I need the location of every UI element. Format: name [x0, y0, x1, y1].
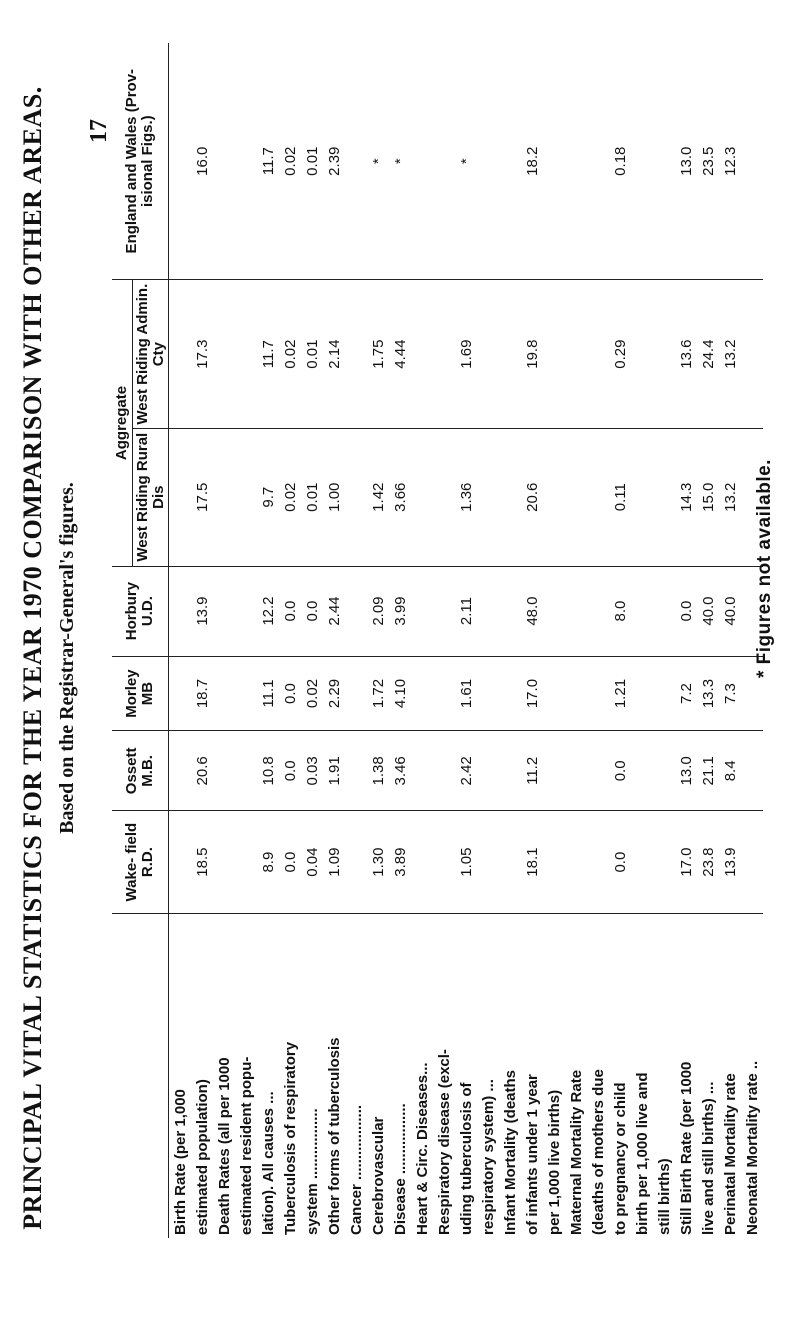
header-row-top	[112, 43, 132, 1238]
table-row	[521, 43, 543, 1238]
table-cell: 17.3	[191, 280, 213, 429]
table-cell: 18.2	[521, 43, 543, 280]
table-cell: 0.0	[279, 811, 301, 914]
table-row	[631, 43, 653, 1238]
row-label: system .................	[303, 1108, 321, 1235]
table-cell	[653, 731, 675, 811]
table-cell: 15.0	[697, 428, 719, 566]
table-row	[455, 43, 477, 1238]
table-cell: *	[367, 43, 389, 280]
table-cell: 48.0	[521, 566, 543, 656]
table-cell: 8.4	[719, 731, 741, 811]
table-cell	[631, 566, 653, 656]
table-cell	[653, 428, 675, 566]
table-row	[411, 43, 433, 1238]
table-cell	[543, 566, 565, 656]
table-row	[345, 43, 367, 1238]
table-cell: 1.61	[455, 656, 477, 731]
col-header-horbury: Horbury U.D.	[112, 566, 169, 656]
table-cell	[213, 566, 235, 656]
table-row	[169, 43, 192, 1238]
table-cell	[433, 280, 455, 429]
page-number: 17	[86, 119, 112, 143]
table-cell	[411, 656, 433, 731]
table-cell: 2.42	[455, 731, 477, 811]
table-cell	[741, 43, 763, 280]
table-cell: 1.09	[323, 811, 345, 914]
table-cell: 16.0	[191, 43, 213, 280]
table-cell: 11.7	[257, 280, 279, 429]
table-row	[433, 43, 455, 1238]
table-cell	[653, 566, 675, 656]
table-cell	[587, 566, 609, 656]
table-cell	[631, 656, 653, 731]
table-cell	[213, 811, 235, 914]
table-cell	[345, 566, 367, 656]
table-cell: 3.66	[389, 428, 411, 566]
table-cell: 0.04	[301, 811, 323, 914]
table-cell: 13.6	[675, 280, 697, 429]
table-cell	[169, 566, 192, 656]
table-cell	[565, 731, 587, 811]
table-cell	[587, 428, 609, 566]
table-cell	[477, 428, 499, 566]
table-cell	[433, 656, 455, 731]
table-cell: 4.44	[389, 280, 411, 429]
row-label: respiratory system) ...	[479, 1079, 497, 1235]
table-cell: 0.11	[609, 428, 631, 566]
row-label: Heart & Circ. Diseases...	[413, 1062, 431, 1235]
table-cell: 8.9	[257, 811, 279, 914]
table-row	[213, 43, 235, 1238]
table-cell	[499, 731, 521, 811]
table-cell	[499, 43, 521, 280]
row-label: (deaths of mothers due	[589, 1069, 607, 1235]
table-row	[367, 43, 389, 1238]
table-cell: 1.42	[367, 428, 389, 566]
table-row	[477, 43, 499, 1238]
table-cell: 0.01	[301, 43, 323, 280]
table-cell	[345, 43, 367, 280]
table-cell	[499, 566, 521, 656]
table-cell: 18.7	[191, 656, 213, 731]
table-cell	[631, 43, 653, 280]
table-cell: 2.09	[367, 566, 389, 656]
table-cell: 3.46	[389, 731, 411, 811]
table-cell	[345, 731, 367, 811]
row-label: per 1,000 live births)	[545, 1089, 563, 1235]
table-cell	[169, 811, 192, 914]
table-cell: 21.1	[697, 731, 719, 811]
table-row	[499, 43, 521, 1238]
table-cell: 23.5	[697, 43, 719, 280]
row-label: of infants under 1 year	[523, 1074, 541, 1235]
col-header-morley: Morley MB	[112, 656, 169, 731]
table-cell	[565, 811, 587, 914]
table-cell	[499, 280, 521, 429]
table-cell	[213, 280, 235, 429]
table-cell	[565, 43, 587, 280]
table-cell: 0.02	[279, 43, 301, 280]
table-cell: 24.4	[697, 280, 719, 429]
table-cell: 0.03	[301, 731, 323, 811]
table-cell	[213, 428, 235, 566]
table-cell: 2.14	[323, 280, 345, 429]
table-cell	[411, 280, 433, 429]
table-cell	[543, 43, 565, 280]
table-cell	[653, 811, 675, 914]
table-cell: 0.01	[301, 428, 323, 566]
col-header-wr-rural: West Riding Rural Dis	[132, 428, 169, 566]
table-cell	[169, 428, 192, 566]
table-cell	[741, 731, 763, 811]
table-cell: 7.2	[675, 656, 697, 731]
table-cell: 13.0	[675, 43, 697, 280]
table-cell: 13.9	[191, 566, 213, 656]
table-cell	[235, 811, 257, 914]
vital-statistics-table	[112, 43, 763, 1238]
table-row	[675, 43, 697, 1238]
table-cell: 13.9	[719, 811, 741, 914]
table-cell: 0.0	[675, 566, 697, 656]
table-body	[169, 43, 764, 1238]
table-cell	[477, 566, 499, 656]
table-cell: 17.5	[191, 428, 213, 566]
table-row	[653, 43, 675, 1238]
table-cell: 0.18	[609, 43, 631, 280]
table-cell: 1.30	[367, 811, 389, 914]
table-cell: 0.0	[279, 566, 301, 656]
table-cell	[631, 811, 653, 914]
table-cell	[235, 43, 257, 280]
row-label: to pregnancy or child	[611, 1082, 629, 1235]
table-row	[697, 43, 719, 1238]
table-cell	[213, 656, 235, 731]
table-cell	[565, 656, 587, 731]
table-cell: 2.44	[323, 566, 345, 656]
table-cell: 0.0	[279, 731, 301, 811]
col-header-aggregate: Aggregate	[112, 280, 132, 566]
table-cell: 0.29	[609, 280, 631, 429]
table-cell	[345, 428, 367, 566]
table-row	[257, 43, 279, 1238]
table-row	[301, 43, 323, 1238]
table-row	[719, 43, 741, 1238]
row-label: still births)	[655, 1158, 673, 1235]
table-cell	[477, 656, 499, 731]
table-cell: 0.02	[279, 280, 301, 429]
row-label: lation). All causes ...	[259, 1091, 277, 1235]
table-cell: 13.2	[719, 280, 741, 429]
table-cell	[587, 280, 609, 429]
table-cell	[477, 43, 499, 280]
row-label: Cerebrovascular	[369, 1116, 387, 1235]
table-cell: 0.02	[301, 656, 323, 731]
table-cell	[631, 280, 653, 429]
table-cell	[345, 280, 367, 429]
table-cell: 13.2	[719, 428, 741, 566]
table-cell	[477, 280, 499, 429]
table-row	[609, 43, 631, 1238]
table-cell: *	[455, 43, 477, 280]
row-label: Disease .................	[391, 1103, 409, 1235]
table-cell: 1.72	[367, 656, 389, 731]
table-cell: 0.0	[609, 731, 631, 811]
table-cell: 2.11	[455, 566, 477, 656]
table-cell: 10.8	[257, 731, 279, 811]
row-label: estimated resident popu-	[237, 1056, 255, 1235]
table-cell	[543, 428, 565, 566]
row-label: Maternal Mortality Rate	[567, 1069, 585, 1235]
table-cell	[499, 811, 521, 914]
col-header-ossett: Ossett M.B.	[112, 731, 169, 811]
table-cell: 3.89	[389, 811, 411, 914]
table-cell	[477, 731, 499, 811]
table-cell	[235, 731, 257, 811]
table-cell: 2.39	[323, 43, 345, 280]
table-cell	[213, 731, 235, 811]
table-cell: 12.2	[257, 566, 279, 656]
table-cell: 1.00	[323, 428, 345, 566]
table-cell: 40.0	[719, 566, 741, 656]
table-cell: *	[389, 43, 411, 280]
table-cell	[543, 811, 565, 914]
table-cell: 19.8	[521, 280, 543, 429]
row-label: Other forms of tuberculosis	[325, 1037, 343, 1235]
table-cell	[653, 656, 675, 731]
table-cell	[433, 811, 455, 914]
table-cell	[411, 811, 433, 914]
page-subtitle: Based on the Registrar-General's figures.	[56, 482, 78, 834]
table-row	[543, 43, 565, 1238]
row-label: Tuberculosis of respiratory	[281, 1041, 299, 1235]
table-cell	[587, 656, 609, 731]
table-cell	[543, 280, 565, 429]
row-label: Death Rates (all per 1000	[215, 1057, 233, 1235]
row-label: estimated population)	[193, 1079, 211, 1235]
table-cell: 23.8	[697, 811, 719, 914]
table-row	[587, 43, 609, 1238]
table-row	[565, 43, 587, 1238]
page-title: PRINCIPAL VITAL STATISTICS FOR THE YEAR 1970 COMPARISON WITH OTHER AREAS.	[18, 86, 47, 1230]
table-cell: 0.0	[301, 566, 323, 656]
label-column-header	[112, 914, 169, 1239]
table-cell: 2.29	[323, 656, 345, 731]
table-cell: 0.02	[279, 428, 301, 566]
table-row	[389, 43, 411, 1238]
row-label: uding tuberculosis of	[457, 1082, 475, 1235]
table-cell: 18.5	[191, 811, 213, 914]
table-cell	[587, 811, 609, 914]
table-cell	[235, 656, 257, 731]
table-cell: 13.0	[675, 731, 697, 811]
table-cell: 9.7	[257, 428, 279, 566]
table-cell: 17.0	[675, 811, 697, 914]
table-row	[323, 43, 345, 1238]
table-cell: 1.36	[455, 428, 477, 566]
table-cell	[433, 43, 455, 280]
table-row	[191, 43, 213, 1238]
row-label: live and still births) ...	[699, 1081, 717, 1235]
row-label: Birth Rate (per 1,000	[171, 1089, 189, 1235]
table-cell	[411, 566, 433, 656]
table-cell	[499, 656, 521, 731]
table-cell	[433, 731, 455, 811]
row-label: Infant Mortality (deaths	[501, 1069, 519, 1235]
table-cell: 13.3	[697, 656, 719, 731]
table-cell: 0.0	[609, 811, 631, 914]
table-cell	[169, 731, 192, 811]
table-cell: 1.38	[367, 731, 389, 811]
table-cell: 17.0	[521, 656, 543, 731]
table-cell: 1.69	[455, 280, 477, 429]
table-cell: 20.6	[191, 731, 213, 811]
table-cell	[235, 428, 257, 566]
table-row	[235, 43, 257, 1238]
table-cell	[345, 656, 367, 731]
table-cell	[653, 280, 675, 429]
table-cell: 4.10	[389, 656, 411, 731]
table-cell	[433, 566, 455, 656]
table-cell	[169, 280, 192, 429]
table-cell	[213, 43, 235, 280]
table-cell	[587, 731, 609, 811]
row-label: Perinatal Mortality rate	[721, 1073, 739, 1235]
table-cell	[169, 656, 192, 731]
table-cell: 20.6	[521, 428, 543, 566]
table-row	[279, 43, 301, 1238]
table-cell	[235, 566, 257, 656]
table-cell: 7.3	[719, 656, 741, 731]
table-cell	[631, 731, 653, 811]
table-cell: 11.2	[521, 731, 543, 811]
table-cell	[565, 280, 587, 429]
table-cell: 11.1	[257, 656, 279, 731]
row-label: Cancer ..................	[347, 1104, 365, 1235]
table-cell	[741, 811, 763, 914]
row-label: Still Birth Rate (per 1000	[677, 1061, 695, 1235]
table-cell	[477, 811, 499, 914]
table-cell: 8.0	[609, 566, 631, 656]
table-cell: 40.0	[697, 566, 719, 656]
table-cell: 1.75	[367, 280, 389, 429]
table-cell	[565, 428, 587, 566]
table-cell: 1.21	[609, 656, 631, 731]
table-cell: 18.1	[521, 811, 543, 914]
table-cell	[411, 428, 433, 566]
table-cell: 14.3	[675, 428, 697, 566]
row-label: birth per 1,000 live and	[633, 1072, 651, 1235]
table-cell: 1.05	[455, 811, 477, 914]
table-cell	[631, 428, 653, 566]
row-label: Respiratory disease (excl-	[435, 1049, 453, 1235]
table-cell: 12.3	[719, 43, 741, 280]
table-cell: 0.01	[301, 280, 323, 429]
table-cell	[565, 566, 587, 656]
col-header-wakefield: Wake- field R.D.	[112, 811, 169, 914]
table-cell	[433, 428, 455, 566]
table-cell	[741, 280, 763, 429]
table-cell: 11.7	[257, 43, 279, 280]
table-cell: 3.99	[389, 566, 411, 656]
table-cell	[235, 280, 257, 429]
table-cell	[499, 428, 521, 566]
table-cell	[345, 811, 367, 914]
table-cell	[543, 656, 565, 731]
table-cell	[411, 731, 433, 811]
table-cell	[587, 43, 609, 280]
table-cell: 0.0	[279, 656, 301, 731]
col-header-england: England and Wales (Prov- isional Figs.)	[112, 43, 169, 280]
table-cell	[169, 43, 192, 280]
table-cell	[653, 43, 675, 280]
footnote: * Figures not available.	[754, 459, 775, 678]
table-cell	[543, 731, 565, 811]
table-cell	[411, 43, 433, 280]
table-cell: 1.91	[323, 731, 345, 811]
col-header-wr-admin: West Riding Admin. Cty	[132, 280, 169, 429]
row-label: Neonatal Mortality rate ..	[743, 1060, 761, 1235]
